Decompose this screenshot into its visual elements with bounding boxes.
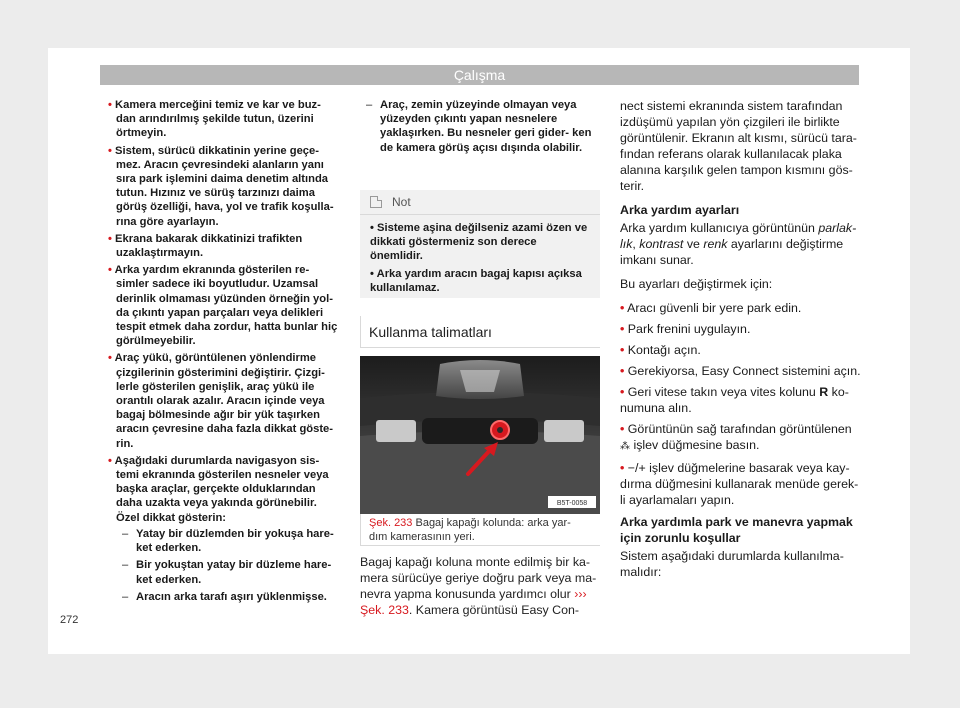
column-2-body	[360, 554, 600, 618]
section-heading: Arka yardımla park ve manevra yapmak için zorunlu koşullar	[620, 515, 853, 545]
note-box	[360, 190, 600, 298]
step-list	[620, 300, 865, 508]
note-title: Not	[392, 195, 411, 209]
page-number: 272	[60, 614, 79, 626]
figure-caption	[360, 514, 600, 546]
condition-item: – Aracın arka tarafı aşırı yüklenmişse.	[122, 590, 327, 603]
tailgate-illustration	[360, 356, 600, 514]
note-item: • Arka yardım aracın bagaj kapısı açıksa kullanılamaz.	[370, 267, 582, 294]
warning-item: • Ekrana bakarak dikkatinizi trafikten uzaklaştırmayın.	[108, 232, 303, 260]
paragraph: Bagaj kapağı koluna monte edilmiş bir ka- mera sürücüye geriye doğru park veya ma- nevra yapma konusunda yardımcı olur ››› Şek. 233. Kamera görüntüsü Easy Con-	[360, 555, 597, 617]
step-item: • Görüntünün sağ tarafından görüntülenen ⁂ işlev düğmesine basın.	[620, 422, 852, 452]
figure-number: Şek. 233	[369, 517, 413, 529]
warning-item: • Arka yardım ekranında gösterilen re- simler sadece iki boyutludur. Uzamsal derinlik olmaması yüzünden örneğin yol- da çıkıntı yapan parçaları veya delikleri tespit etmek daha zordur, hatta bunlar hiç görülmeyebilir.	[108, 264, 338, 348]
step-item: • Aracı güvenli bir yere park edin.	[620, 301, 802, 315]
column-3	[620, 98, 865, 588]
condition-item: – Araç, zemin yüzeyinde olmayan veya yüzeyden çıkıntı yapan nesnelere yaklaşırken. Bu nesneler geri gider- ken de kamera görüş açısı dışında olabilir.	[366, 99, 592, 154]
paragraph: Bu ayarları değiştirmek için:	[620, 277, 773, 291]
condition-list-continued	[360, 98, 600, 155]
section-heading: Arka yardım ayarları	[620, 203, 740, 217]
note-header	[360, 190, 600, 215]
warning-item: • Araç yükü, görüntülenen yönlendirme çizgilerinin gösterimini değiştirir. Çizgi- lerle gösterilen genişlik, araç yükü ile orantılı olarak azalır. Aracın içinde veya bagaj bölmesinde ağır bir yük taşırken aracın çevresine daha fazla dikkat göste- rin.	[108, 352, 334, 450]
figure-code: B5T-0058	[556, 500, 588, 507]
step-item: • Geri vitese takın veya vites kolunu R ko- numuna alın.	[620, 385, 849, 415]
note-icon	[370, 196, 382, 208]
warning-list	[108, 98, 340, 604]
condition-item: – Bir yokuştan yatay bir düzleme hare- ket ederken.	[122, 559, 332, 586]
step-item: • Gerekiyorsa, Easy Connect sistemini açın.	[620, 364, 861, 378]
warning-item: • Kamera merceğini temiz ve kar ve buz- dan arındırılmış şekilde tutun, üzerini örtmeyin.	[108, 99, 321, 140]
condition-item: – Yatay bir düzlemden bir yokuşa hare- ket ederken.	[122, 527, 334, 555]
condition-list	[116, 527, 340, 604]
paragraph: Sistem aşağıdaki durumlarda kullanılma- malıdır:	[620, 549, 844, 579]
warning-item: • Sistem, sürücü dikkatinin yerine geçe- mez. Aracın çevresindeki alanların yanı sıra park işlemini daima denetim altında tutun. Hızınız ve sürüş tarzınızı daima görüş özelliği, hava, yol ve trafik koşulla- rına göre ayarlayın.	[108, 144, 334, 228]
step-item: • −/+ işlev düğmelerine basarak veya kay- dırma düğmesini kullanarak menüde gerek- li ayarlamaları yapın.	[620, 461, 859, 507]
step-item: • Kontağı açın.	[620, 343, 701, 357]
settings-function-icon: ⁂	[620, 441, 630, 452]
note-item: • Sisteme aşina değilseniz azami özen ve dikkati göstermeniz son derece önemlidir.	[370, 222, 588, 263]
step-item: • Park frenini uygulayın.	[620, 322, 751, 336]
camera-location-figure	[360, 356, 600, 514]
column-2	[360, 98, 600, 155]
figure-caption-text: Bagaj kapağı kolunda: arka yar- dım kamerasının yeri.	[369, 517, 571, 543]
figure-reference-link[interactable]: Şek. 233	[360, 603, 409, 617]
page-header: Çalışma	[100, 65, 859, 85]
paragraph: Arka yardım kullanıcıya görüntünün parlak- lık, kontrast ve renk ayarlarını değiştirme imkanı sunar.	[620, 221, 857, 267]
figure-reference-marker: ›››	[574, 587, 587, 601]
note-list	[360, 215, 600, 295]
warning-item: • Aşağıdaki durumlarda navigasyon sis- temi ekranında gösterilen nesneler veya başka araçlar, gerçekte olduklarından daha uzakta veya yakında görünebilir. Özel dikkat gösterin: – Yatay bir düzlemden bir yokuşa hare- ket ederken. – Bir yokuştan yatay bir düzleme hare- ket ederken. – Aracın arka tarafı aşırı yüklenmişse.	[108, 454, 340, 604]
column-1	[108, 98, 340, 607]
paragraph: nect sistemi ekranında sistem tarafından izdüşümü yapılan yön çizgileri ile birlikte görüntülenir. Ekranın alt kısmı, sürücü tara- fından referans olarak kullanılacak plaka alanına karşılık gelen tampon kısmını gös- terir.	[620, 99, 857, 193]
section-title: Kullanma talimatları	[360, 316, 600, 348]
